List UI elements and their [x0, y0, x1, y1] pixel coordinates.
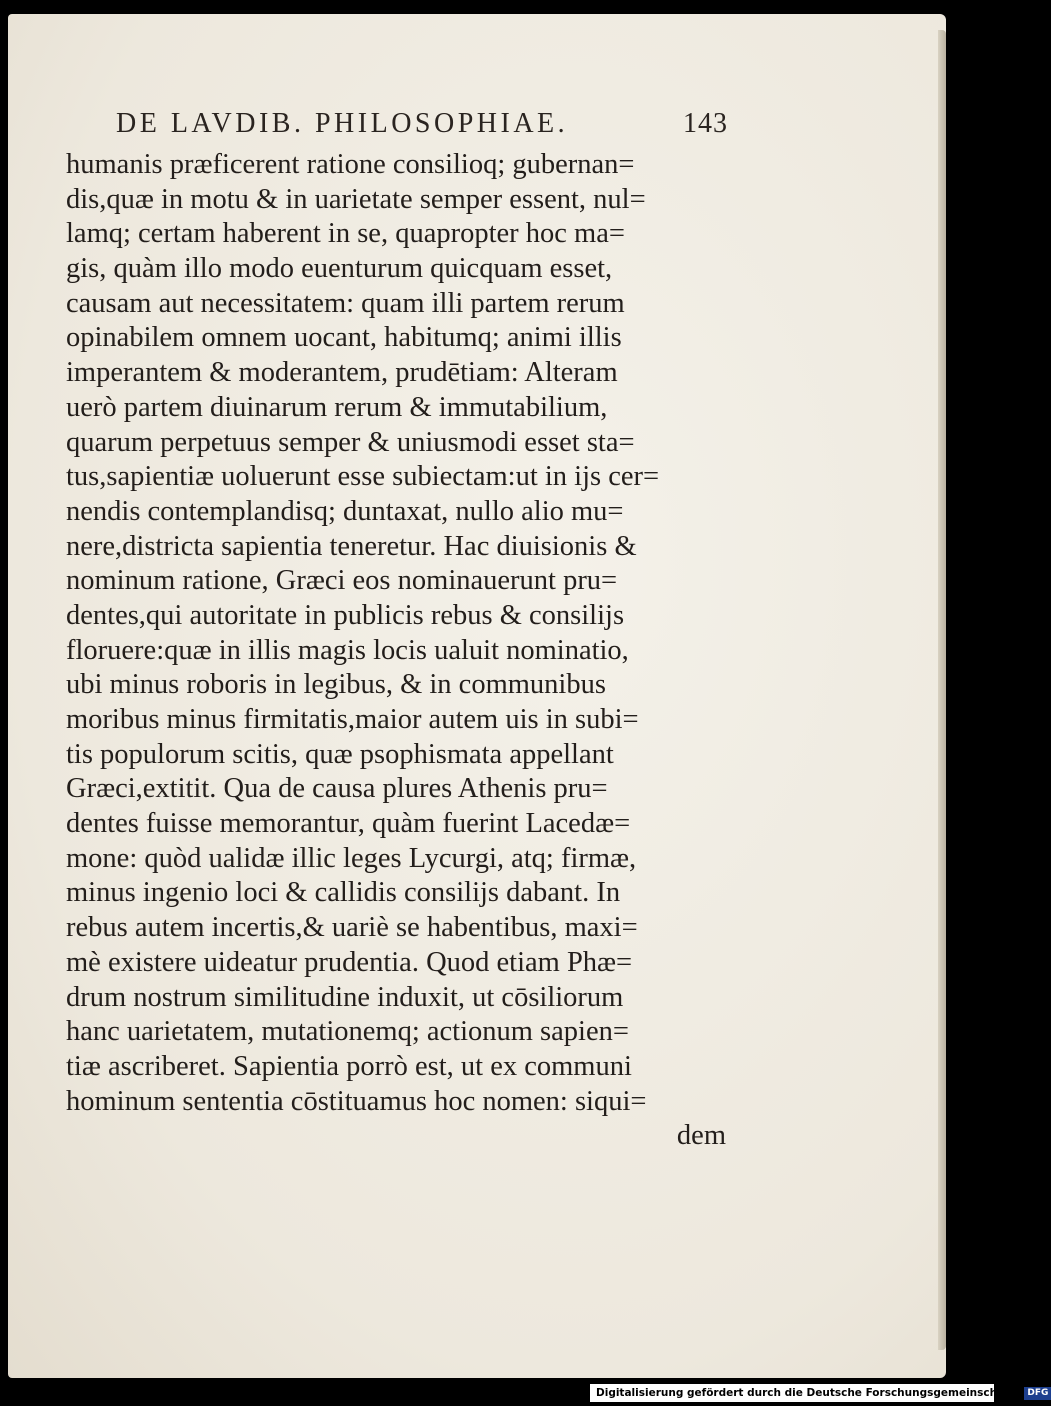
text-line: opinabilem omnem uocant, habitumq; animi illis — [66, 322, 622, 354]
text-line: imperantem & moderantem, prudētiam: Alteram — [66, 357, 618, 389]
text-line: lamq; certam haberent in se, quapropter hoc ma= — [66, 218, 625, 250]
text-line: drum nostrum similitudine induxit, ut cōsiliorum — [66, 981, 624, 1013]
text-line: causam aut necessitatem: quam illi partem rerum — [66, 287, 625, 319]
text-line: floruere:quæ in illis magis locis ualuit nominatio, — [66, 634, 629, 666]
footer-credit-text: Digitalisierung gefördert durch die Deutsche Forschungsgemeinschaft · — [596, 1387, 1022, 1399]
text-line: dentes,qui autoritate in publicis rebus & consilijs — [66, 599, 625, 631]
text-line: uerò partem diuinarum rerum & immutabilium, — [66, 391, 608, 423]
catchword: dem — [676, 1120, 726, 1152]
text-line: Græci,extitit. Qua de causa plures Athenis pru= — [66, 773, 608, 805]
text-line: dentes fuisse memorantur, quàm fuerint Lacedæ= — [66, 808, 631, 840]
text-line: ubi minus roboris in legibus, & in communibus — [66, 669, 606, 701]
text-line: quarum perpetuus semper & uniusmodi esset sta= — [66, 426, 635, 458]
text-line: gis, quàm illo modo euenturum quicquam esset, — [66, 253, 613, 285]
text-line: mone: quòd ualidæ illic leges Lycurgi, atq; firmæ, — [66, 842, 637, 874]
text-line: minus ingenio loci & callidis consilijs dabant. In — [66, 877, 621, 909]
page-number: 143 — [683, 108, 728, 139]
body-text — [66, 148, 726, 1154]
text-line: rebus autem incertis,& uariè se habentibus, maxi= — [66, 912, 638, 944]
text-line: nere,districta sapientia teneretur. Hac diuisionis & — [66, 530, 637, 562]
footer-credit — [590, 1384, 1049, 1402]
running-header — [116, 108, 728, 148]
text-line: tiæ ascriberet. Sapientia porrò est, ut ex communi — [66, 1050, 632, 1082]
text-line: tus,sapientiæ uoluerunt esse subiectam:ut in ijs cer= — [66, 461, 660, 493]
text-line: tis populorum scitis, quæ psophismata appellant — [66, 738, 614, 770]
dfg-logo: DFG — [1024, 1387, 1051, 1400]
running-title: DE LAVDIB. PHILOSOPHIAE. — [116, 108, 569, 139]
text-line: humanis præficerent ratione consilioq; gubernan= — [66, 149, 635, 180]
text-line: mè existere uideatur prudentia. Quod etiam Phæ= — [66, 946, 633, 978]
text-line: hominum sententia cōstituamus hoc nomen: siqui= — [66, 1085, 647, 1117]
page-edge — [938, 30, 946, 1350]
text-line: dis,quæ in motu & in uarietate semper essent, nul= — [66, 183, 646, 215]
text-line: nendis contemplandisq; duntaxat, nullo alio mu= — [66, 495, 624, 527]
text-line: nominum ratione, Græci eos nominauerunt pru= — [66, 565, 618, 597]
text-line: moribus minus firmitatis,maior autem uis in subi= — [66, 704, 639, 735]
text-line: hanc uarietatem, mutationemq; actionum sapien= — [66, 1016, 629, 1048]
